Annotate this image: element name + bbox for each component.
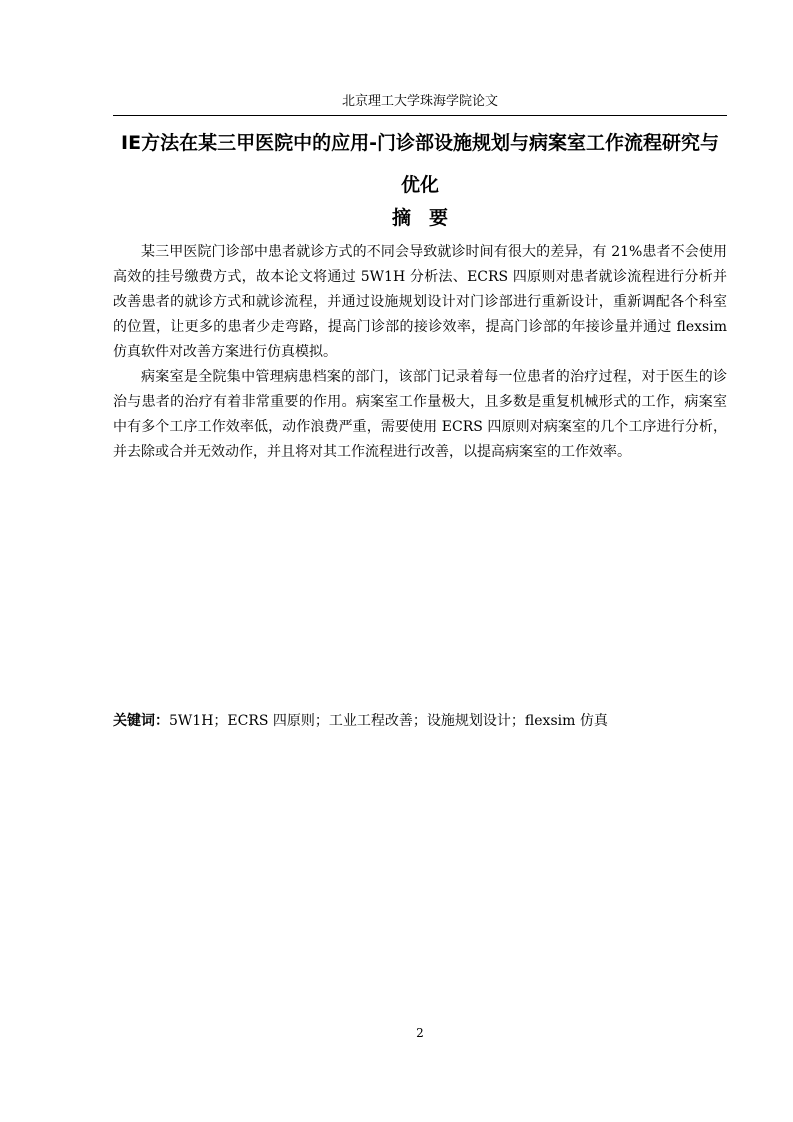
thesis-title: IE方法在某三甲医院中的应用-门诊部设施规划与病案室工作流程研究与优化 <box>121 132 719 196</box>
header-divider <box>113 115 727 116</box>
keywords-line <box>113 709 727 734</box>
abstract-paragraph-1: 某三甲医院门诊部中患者就诊方式的不同会导致就诊时间有很大的差异，有 21%患者不会使用高效的挂号缴费方式，故本论文将通过 5W1H 分析法、ECRS 四原则对患者就诊流程进行分析并改善患者的就诊方式和就诊流程，并通过设施规划设计对门诊部进行重新设计，重新调配各个科室的位置，让更多的患者少走弯路，提高门诊部的接诊效率，提高门诊部的年接诊量并通过 flexsim 仿真软件对改善方案进行仿真模拟。 <box>113 244 727 360</box>
abstract-heading: 摘要 <box>391 207 466 229</box>
abstract-body <box>113 240 727 465</box>
running-header: 北京理工大学珠海学院论文 <box>341 94 498 109</box>
page-number: 2 <box>416 1026 424 1040</box>
keywords-label: 关键词： <box>113 713 169 729</box>
keywords-text: 5W1H；ECRS 四原则；工业工程改善；设施规划设计；flexsim 仿真 <box>169 713 608 729</box>
abstract-paragraph-2: 病案室是全院集中管理病患档案的部门，该部门记录着每一位患者的治疗过程，对于医生的诊治与患者的治疗有着非常重要的作用。病案室工作量极大，且多数是重复机械形式的工作，病案室中有多个工序工作效率低，动作浪费严重，需要使用 ECRS 四原则对病案室的几个工序进行分析，并去除或合并无效动作，并且将对其工作流程进行改善，以提高病案室的工作效率。 <box>113 369 727 460</box>
